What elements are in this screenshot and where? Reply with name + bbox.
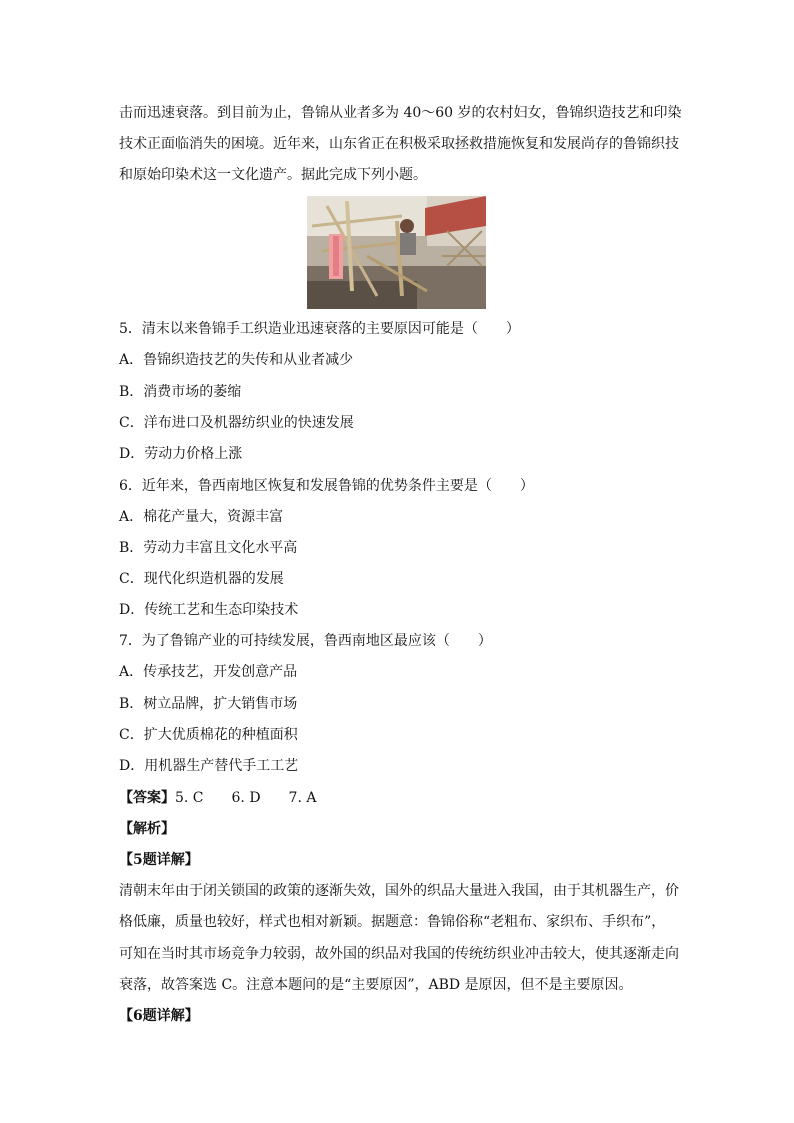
question-7-stem: 7．为了鲁锦产业的可持续发展，鲁西南地区最应该（ ） [119, 633, 492, 649]
detail-6-label: 【6题详解】 [119, 1008, 199, 1024]
question-6-option-b: B．劳动力丰富且文化水平高 [119, 540, 298, 556]
question-5-stem: 5．清末以来鲁锦手工织造业迅速衰落的主要原因可能是（ ） [119, 321, 520, 337]
question-5-option-a: A．鲁锦织造技艺的失传和从业者减少 [119, 352, 354, 368]
detail-5-line-1: 清朝末年由于闭关锁国的政策的逐渐失效，国外的织品大量进入我国，由于其机器生产，价 [119, 883, 679, 899]
answer-label: 【答案】 [119, 790, 175, 806]
question-6-stem: 6．近年来，鲁西南地区恢复和发展鲁锦的优势条件主要是（ ） [119, 478, 534, 494]
question-5-option-d: D．劳动力价格上涨 [119, 446, 243, 462]
analysis-label: 【解析】 [119, 821, 175, 837]
question-7-option-b: B．树立品牌，扩大销售市场 [119, 696, 298, 712]
question-7-option-d: D．用机器生产替代手工工艺 [119, 758, 299, 774]
answer-line [119, 788, 679, 808]
question-6-option-d: D．传统工艺和生态印染技术 [119, 602, 299, 618]
detail-5-label: 【5题详解】 [119, 852, 199, 868]
intro-line-2: 技术正面临消失的困境。近年来，山东省正在积极采取拯救措施恢复和发展尚存的鲁锦织技 [119, 136, 679, 152]
detail-5-line-4: 衰落，故答案选 C。注意本题问的是“主要原因”，ABD 是原因，但不是主要原因。 [119, 977, 633, 993]
question-5-option-b: B．消费市场的萎缩 [119, 384, 242, 400]
detail-5-line-3: 可知在当时其市场竞争力较弱，故外国的织品对我国的传统纺织业冲击较大，使其逐渐走向 [119, 946, 679, 962]
loom-photo [307, 196, 486, 309]
loom-photo-illustration [307, 196, 486, 309]
detail-5-line-2: 格低廉，质量也较好，样式也相对新颖。据题意：鲁锦俗称“老粗布、家织布、手织布”， [119, 914, 666, 930]
question-5-option-c: C．洋布进口及机器纺织业的快速发展 [119, 415, 354, 431]
question-6-option-c: C．现代化织造机器的发展 [119, 571, 284, 587]
answer-text: 5. C 6. D 7. A [175, 790, 317, 806]
question-6-option-a: A．棉花产量大，资源丰富 [119, 509, 284, 525]
question-7-option-a: A．传承技艺，开发创意产品 [119, 664, 298, 680]
intro-line-1: 击而迅速衰落。到目前为止，鲁锦从业者多为 40～60 岁的农村妇女，鲁锦织造技艺和印染 [119, 105, 682, 121]
question-7-option-c: C．扩大优质棉花的种植面积 [119, 727, 298, 743]
intro-line-3: 和原始印染术这一文化遗产。据此完成下列小题。 [119, 167, 427, 183]
